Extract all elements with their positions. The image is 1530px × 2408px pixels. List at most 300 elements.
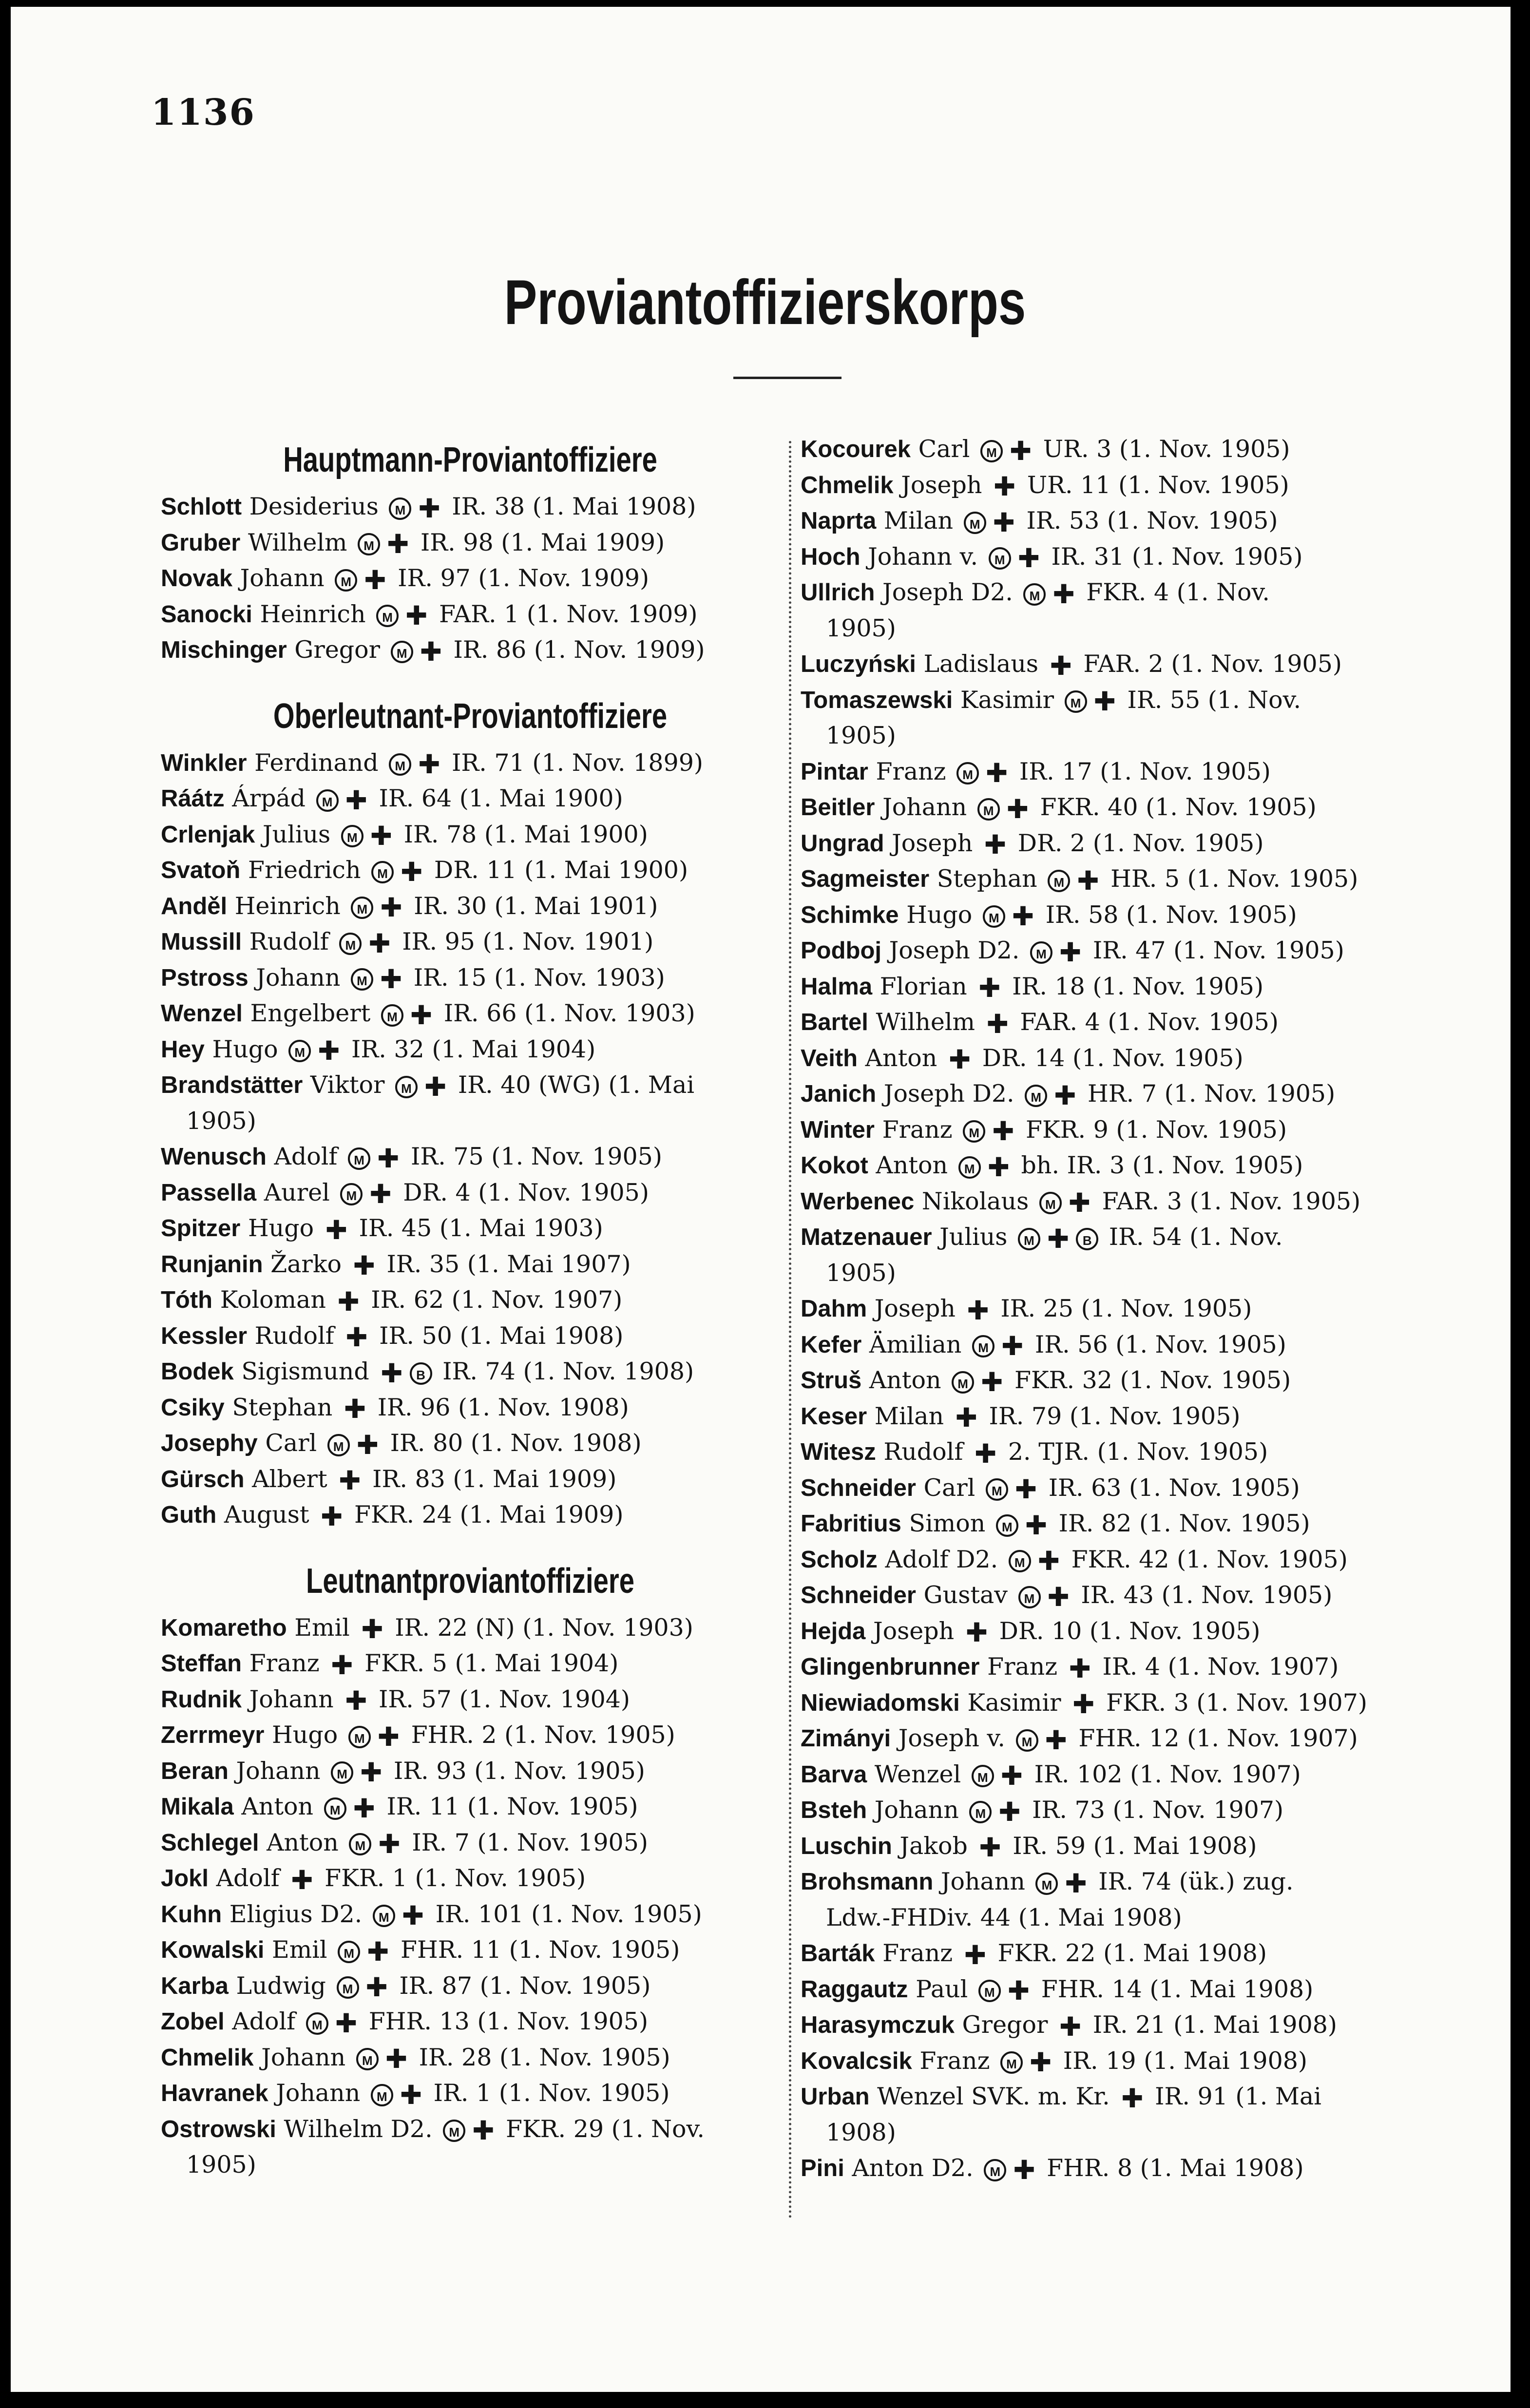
medal-icon: M bbox=[1035, 1873, 1058, 1895]
cross-icon: ✚ bbox=[291, 1864, 313, 1895]
cross-icon: ✚ bbox=[377, 1721, 400, 1752]
officer-given-name: Emil bbox=[287, 1613, 358, 1642]
regiment-date: IR. 96 (1. Nov. 1908) bbox=[370, 1393, 629, 1421]
officer-surname: Steffan bbox=[161, 1650, 242, 1677]
officer-given-name: Hugo bbox=[264, 1721, 345, 1749]
cross-icon: ✚ bbox=[400, 2079, 422, 2110]
cross-icon: ✚ bbox=[410, 999, 433, 1031]
officer-surname: Hejda bbox=[801, 1618, 866, 1644]
regiment-date: FHR. 11 (1. Nov. 1905) bbox=[393, 1936, 680, 1964]
medal-icon: M bbox=[1023, 583, 1046, 606]
medal-icon: M bbox=[964, 512, 986, 534]
officer-surname: Anděl bbox=[161, 893, 228, 919]
officer-entry bbox=[161, 2040, 780, 2076]
officer-entry bbox=[801, 1147, 1424, 1184]
medal-icon: M bbox=[1065, 690, 1087, 713]
regiment-date: IR. 22 (N) (1. Nov. 1903) bbox=[387, 1613, 693, 1642]
regiment-date: IR. 40 (WG) (1. Mai bbox=[450, 1071, 694, 1099]
officer-surname: Dahm bbox=[801, 1296, 867, 1322]
officer-surname: Barták bbox=[801, 1940, 875, 1967]
officer-given-name: Jakob bbox=[892, 1832, 975, 1860]
medal-icon: M bbox=[977, 798, 1000, 821]
cross-icon: ✚ bbox=[401, 856, 423, 887]
regiment-date: FKR. 1 (1. Nov. 1905) bbox=[317, 1864, 586, 1892]
regiment-date: FAR. 4 (1. Nov. 1905) bbox=[1012, 1008, 1279, 1036]
officer-given-name: Hugo bbox=[204, 1035, 286, 1063]
medal-icon: M bbox=[1000, 2051, 1023, 2074]
officer-entry bbox=[161, 1139, 780, 1175]
officer-given-name: Joseph D2. bbox=[881, 936, 1028, 964]
regiment-date: IR. 11 (1. Nov. 1905) bbox=[379, 1793, 638, 1820]
officer-given-name: Adolf bbox=[266, 1143, 345, 1170]
officer-surname: Ráátz bbox=[161, 785, 225, 812]
regiment-date: IR. 75 (1. Nov. 1905) bbox=[403, 1143, 662, 1170]
officer-surname: Spitzer bbox=[161, 1215, 241, 1242]
regiment-date: IR. 38 (1. Mai 1908) bbox=[444, 493, 696, 520]
officer-given-name: Kasimir bbox=[959, 1688, 1069, 1717]
officer-surname: Winkler bbox=[161, 749, 247, 776]
officer-given-name: Johann bbox=[232, 564, 332, 592]
regiment-date: IR. 35 (1. Mai 1907) bbox=[379, 1250, 631, 1278]
officer-given-name: Desiderius bbox=[242, 493, 386, 520]
cross-icon: ✚ bbox=[1121, 2083, 1144, 2114]
officer-given-name: Adolf bbox=[224, 2007, 303, 2035]
cross-icon: ✚ bbox=[1050, 650, 1072, 681]
section-heading: Oberleutnant-Proviantoffiziere bbox=[273, 696, 668, 736]
officer-given-name: Kasimir bbox=[953, 686, 1062, 714]
cross-icon: ✚ bbox=[979, 1832, 1001, 1863]
cross-icon: ✚ bbox=[987, 1151, 1010, 1183]
officer-entry bbox=[801, 1219, 1424, 1255]
officer-surname: Runjanin bbox=[161, 1251, 263, 1278]
medal-icon: M bbox=[324, 1797, 346, 1820]
regiment-date: IR. 17 (1. Nov. 1905) bbox=[1012, 757, 1271, 785]
left-column bbox=[161, 431, 780, 2183]
officer-given-name: Franz bbox=[979, 1653, 1065, 1681]
medal-icon: M bbox=[963, 1120, 985, 1143]
regiment-date: IR. 31 (1. Nov. 1905) bbox=[1043, 542, 1303, 571]
officer-entry bbox=[161, 1717, 780, 1753]
officer-given-name: Joseph D2. bbox=[876, 1080, 1022, 1108]
officer-surname: Kokot bbox=[801, 1152, 868, 1179]
title-rule bbox=[733, 377, 842, 379]
officer-surname: Novak bbox=[161, 565, 233, 592]
medal-icon: M bbox=[1039, 1192, 1062, 1214]
regiment-date: FAR. 3 (1. Nov. 1905) bbox=[1094, 1187, 1361, 1215]
officer-entry bbox=[161, 1896, 780, 1932]
officer-entry bbox=[161, 1968, 780, 2004]
officer-given-name: Wilhelm bbox=[868, 1008, 983, 1036]
regiment-date: IR. 56 (1. Nov. 1905) bbox=[1027, 1330, 1286, 1358]
cross-icon: ✚ bbox=[381, 1357, 403, 1389]
officer-given-name: Franz bbox=[242, 1649, 327, 1677]
officer-given-name: August bbox=[216, 1501, 317, 1529]
cross-icon: ✚ bbox=[986, 758, 1008, 788]
officer-surname: Chmelik bbox=[801, 472, 894, 498]
medal-icon: M bbox=[1016, 1729, 1038, 1752]
medal-icon: M bbox=[978, 1980, 1001, 2002]
entry-continuation: 1908) bbox=[826, 2118, 896, 2146]
officer-surname: Kefer bbox=[801, 1331, 862, 1358]
officer-surname: Podboj bbox=[801, 937, 882, 964]
page-number: 1136 bbox=[151, 92, 255, 134]
officer-given-name: Žarko bbox=[263, 1250, 349, 1278]
officer-entry bbox=[161, 1497, 780, 1533]
officer-surname: Urban bbox=[801, 2083, 870, 2110]
officer-surname: Harasymczuk bbox=[801, 2012, 955, 2038]
medal-icon: M bbox=[1009, 1550, 1031, 1572]
medal-icon: M bbox=[358, 533, 380, 555]
officer-given-name: Johann v. bbox=[860, 542, 986, 571]
regiment-date: DR. 4 (1. Nov. 1905) bbox=[395, 1178, 649, 1206]
officer-surname: Zobel bbox=[161, 2008, 225, 2035]
cross-icon: ✚ bbox=[331, 1649, 353, 1681]
officer-entry bbox=[161, 781, 780, 817]
officer-surname: Svatoň bbox=[161, 857, 241, 883]
cross-icon: ✚ bbox=[1001, 1331, 1024, 1361]
officer-entry bbox=[801, 646, 1424, 682]
officer-surname: Halma bbox=[801, 973, 873, 1000]
medal-icon: M bbox=[348, 1726, 371, 1748]
regiment-date: DR. 11 (1. Mai 1900) bbox=[426, 856, 688, 884]
cross-icon: ✚ bbox=[975, 1438, 997, 1469]
medal-icon: M bbox=[972, 1335, 994, 1357]
officer-entry bbox=[801, 1040, 1424, 1076]
officer-entry bbox=[161, 1825, 780, 1861]
medal-icon: M bbox=[983, 905, 1005, 928]
officer-given-name: Johann bbox=[248, 963, 348, 992]
officer-surname: Bartel bbox=[801, 1009, 868, 1035]
regiment-date: 2. TJR. (1. Nov. 1905) bbox=[1000, 1438, 1268, 1466]
medal-icon: M bbox=[348, 1147, 370, 1170]
officer-entry bbox=[161, 1860, 780, 1896]
medal-icon: M bbox=[316, 789, 339, 812]
officer-given-name: Stephan bbox=[224, 1393, 340, 1421]
badge-icon: B bbox=[410, 1362, 432, 1385]
officer-surname: Zerrmeyr bbox=[161, 1722, 265, 1748]
officer-given-name: Joseph bbox=[865, 1617, 962, 1645]
medal-icon: M bbox=[1048, 870, 1070, 892]
officer-entry bbox=[161, 745, 780, 781]
officer-given-name: Wenzel bbox=[867, 1760, 969, 1788]
officer-entry bbox=[801, 1577, 1424, 1613]
cross-icon: ✚ bbox=[1013, 2154, 1035, 2185]
officer-given-name: Rudolf bbox=[242, 928, 337, 956]
regiment-date: UR. 11 (1. Nov. 1905) bbox=[1019, 471, 1289, 499]
officer-surname: Barva bbox=[801, 1761, 867, 1788]
regiment-date: IR. 102 (1. Nov. 1907) bbox=[1027, 1760, 1301, 1788]
officer-surname: Csiky bbox=[161, 1394, 225, 1421]
cross-icon: ✚ bbox=[370, 821, 393, 851]
officer-entry bbox=[161, 1789, 780, 1825]
officer-surname: Keser bbox=[801, 1403, 867, 1430]
officer-entry bbox=[801, 969, 1424, 1005]
medal-icon: M bbox=[395, 1076, 418, 1098]
medal-icon: M bbox=[1030, 941, 1052, 964]
regiment-date: FHR. 14 (1. Mai 1908) bbox=[1033, 1975, 1314, 2003]
officer-surname: Kessler bbox=[161, 1322, 248, 1349]
cross-icon: ✚ bbox=[1047, 1223, 1070, 1254]
officer-entry bbox=[161, 995, 780, 1032]
medal-icon: M bbox=[952, 1371, 974, 1394]
officer-given-name: Albert bbox=[244, 1465, 335, 1493]
regiment-date: IR. 15 (1. Nov. 1903) bbox=[406, 963, 665, 992]
officer-surname: Kocourek bbox=[801, 436, 911, 462]
cross-icon: ✚ bbox=[337, 1286, 360, 1317]
officer-given-name: Simon bbox=[901, 1510, 993, 1537]
medal-icon: M bbox=[339, 933, 362, 955]
cross-icon: ✚ bbox=[965, 1617, 988, 1648]
medal-icon: M bbox=[341, 825, 363, 847]
officer-surname: Raggautz bbox=[801, 1976, 908, 2003]
officer-surname: Gruber bbox=[161, 529, 241, 556]
officer-given-name: Joseph bbox=[884, 829, 980, 857]
officer-surname: Sagmeister bbox=[801, 866, 930, 892]
officer-surname: Jokl bbox=[161, 1865, 209, 1892]
officer-entry bbox=[161, 1175, 780, 1211]
regiment-date: DR. 10 (1. Nov. 1905) bbox=[992, 1617, 1261, 1645]
section-heading: Hauptmann-Proviantoffiziere bbox=[283, 440, 657, 479]
regiment-date: IR. 86 (1. Nov. 1909) bbox=[445, 636, 705, 664]
officer-given-name: Heinrich bbox=[227, 892, 348, 920]
officer-given-name: Florian bbox=[872, 972, 975, 1000]
officer-entry bbox=[161, 560, 780, 596]
medal-icon: M bbox=[327, 1434, 350, 1456]
officer-entry bbox=[161, 1610, 780, 1646]
regiment-date: HR. 5 (1. Nov. 1905) bbox=[1103, 865, 1358, 893]
officer-given-name: Joseph bbox=[893, 471, 990, 499]
officer-surname: Crlenjak bbox=[161, 821, 255, 848]
officer-entry bbox=[801, 682, 1424, 718]
officer-surname: Passella bbox=[161, 1179, 257, 1206]
officer-entry bbox=[161, 1932, 780, 1968]
officer-entry bbox=[801, 1613, 1424, 1649]
officer-entry bbox=[801, 1076, 1424, 1112]
officer-entry bbox=[161, 2111, 780, 2147]
officer-surname: Brandstätter bbox=[161, 1072, 303, 1098]
regiment-date: IR. 83 (1. Mai 1909) bbox=[364, 1465, 617, 1493]
cross-icon: ✚ bbox=[994, 471, 1016, 502]
regiment-date: IR. 101 (1. Nov. 1905) bbox=[428, 1900, 702, 1928]
officer-surname: Guth bbox=[161, 1502, 217, 1528]
officer-entry bbox=[801, 825, 1424, 861]
cross-icon: ✚ bbox=[472, 2115, 495, 2146]
officer-entry bbox=[801, 1971, 1424, 2007]
officer-entry bbox=[801, 1720, 1424, 1757]
officer-given-name: Franz bbox=[875, 1939, 960, 1967]
cross-icon: ✚ bbox=[345, 1322, 368, 1353]
regiment-date: IR. 98 (1. Mai 1909) bbox=[413, 528, 665, 556]
officer-entry bbox=[801, 861, 1424, 897]
regiment-date: DR. 2 (1. Nov. 1905) bbox=[1010, 829, 1264, 857]
regiment-date: IR. 47 (1. Nov. 1905) bbox=[1085, 936, 1344, 964]
officer-surname: Wenusch bbox=[161, 1144, 267, 1170]
officer-entry bbox=[801, 1184, 1424, 1220]
officer-given-name: Franz bbox=[875, 1115, 960, 1144]
officer-given-name: Engelbert bbox=[242, 999, 378, 1027]
regiment-date: IR. 7 (1. Nov. 1905) bbox=[404, 1828, 649, 1856]
cross-icon: ✚ bbox=[325, 1214, 347, 1245]
cross-icon: ✚ bbox=[1077, 865, 1099, 896]
cross-icon: ✚ bbox=[1054, 1080, 1076, 1111]
officer-surname: Josephy bbox=[161, 1430, 258, 1456]
officer-given-name: Friedrich bbox=[240, 856, 369, 884]
officer-given-name: Milan bbox=[867, 1402, 952, 1430]
officer-given-name: Emil bbox=[264, 1936, 335, 1964]
cross-icon: ✚ bbox=[992, 1116, 1014, 1147]
regiment-date: IR. 71 (1. Nov. 1899) bbox=[444, 748, 704, 777]
medal-icon: M bbox=[351, 968, 373, 991]
regiment-date: FAR. 1 (1. Nov. 1909) bbox=[431, 600, 698, 628]
cross-icon: ✚ bbox=[424, 1071, 447, 1102]
officer-surname: Mussill bbox=[161, 929, 242, 955]
entry-continuation: 1905) bbox=[826, 722, 896, 749]
officer-given-name: Wenzel SVK. m. Kr. bbox=[869, 2083, 1118, 2110]
section-spacer bbox=[161, 1533, 780, 1552]
regiment-date: IR. 82 (1. Nov. 1905) bbox=[1051, 1510, 1310, 1537]
regiment-date: IR. 79 (1. Nov. 1905) bbox=[981, 1402, 1241, 1430]
regiment-date: DR. 14 (1. Nov. 1905) bbox=[975, 1044, 1243, 1072]
officer-surname: Matzenauer bbox=[801, 1224, 932, 1250]
officer-given-name: Johann bbox=[268, 2079, 368, 2107]
medal-icon: M bbox=[356, 2048, 379, 2070]
cross-icon: ✚ bbox=[955, 1402, 977, 1433]
officer-given-name: Milan bbox=[876, 507, 961, 535]
officer-given-name: Franz bbox=[912, 2046, 997, 2075]
cross-icon: ✚ bbox=[405, 600, 428, 631]
officer-surname: Ullrich bbox=[801, 579, 875, 606]
officer-entry bbox=[161, 1682, 780, 1718]
officer-surname: Pintar bbox=[801, 758, 868, 785]
officer-surname: Kowalski bbox=[161, 1937, 265, 1963]
officer-surname: Naprta bbox=[801, 508, 877, 534]
officer-given-name: Ämilian bbox=[861, 1330, 970, 1358]
medal-icon: M bbox=[1025, 1085, 1047, 1107]
cross-icon: ✚ bbox=[365, 1972, 388, 2003]
officer-entry bbox=[801, 2079, 1424, 2115]
officer-surname: Ostrowski bbox=[161, 2116, 276, 2142]
entry-continuation: 1905) bbox=[186, 2151, 256, 2179]
officer-entry bbox=[801, 1291, 1424, 1327]
officer-given-name: Johann bbox=[228, 1757, 328, 1785]
officer-entry bbox=[801, 1828, 1424, 1864]
medal-icon: M bbox=[956, 762, 979, 784]
medal-icon: M bbox=[989, 547, 1011, 570]
officer-given-name: Carl bbox=[916, 1473, 983, 1502]
regiment-date: FKR. 4 (1. Nov. bbox=[1078, 578, 1270, 606]
cross-icon: ✚ bbox=[1068, 1187, 1091, 1218]
cross-icon: ✚ bbox=[984, 829, 1007, 860]
officer-surname: Bodek bbox=[161, 1358, 234, 1385]
medal-icon: M bbox=[980, 440, 1003, 462]
regiment-date: FHR. 8 (1. Mai 1908) bbox=[1039, 2154, 1304, 2182]
officer-given-name: Anton D2. bbox=[844, 2154, 981, 2182]
regiment-date: FKR. 29 (1. Nov. bbox=[498, 2115, 705, 2143]
regiment-date: FKR. 3 (1. Nov. 1907) bbox=[1098, 1688, 1368, 1717]
cross-icon: ✚ bbox=[418, 493, 440, 524]
officer-given-name: Johann bbox=[253, 2043, 353, 2071]
officer-given-name: Wilhelm D2. bbox=[276, 2115, 440, 2143]
medal-icon: M bbox=[972, 1765, 994, 1787]
officer-surname: Witesz bbox=[801, 1439, 876, 1465]
officer-given-name: Joseph bbox=[867, 1295, 963, 1322]
cross-icon: ✚ bbox=[353, 1793, 375, 1824]
officer-given-name: Johann bbox=[242, 1685, 342, 1713]
cross-icon: ✚ bbox=[1006, 793, 1029, 824]
medal-icon: M bbox=[371, 2084, 393, 2106]
officer-surname: Schneider bbox=[801, 1582, 916, 1608]
officer-surname: Luczyński bbox=[801, 651, 916, 677]
officer-surname: Janich bbox=[801, 1081, 877, 1107]
officer-surname: Schneider bbox=[801, 1474, 916, 1501]
cross-icon: ✚ bbox=[1069, 1653, 1091, 1684]
regiment-date: FHR. 2 (1. Nov. 1905) bbox=[403, 1721, 675, 1749]
cross-icon: ✚ bbox=[387, 529, 409, 559]
officer-given-name: Anton bbox=[259, 1828, 346, 1856]
officer-entry bbox=[801, 2150, 1424, 2186]
officer-entry bbox=[161, 852, 780, 888]
regiment-date: IR. 95 (1. Nov. 1901) bbox=[394, 928, 654, 956]
cross-icon: ✚ bbox=[1000, 1760, 1023, 1791]
regiment-date: IR. 21 (1. Mai 1908) bbox=[1085, 2011, 1338, 2039]
officer-entry bbox=[801, 1398, 1424, 1434]
officer-given-name: Johann bbox=[875, 793, 975, 821]
regiment-date: IR. 58 (1. Nov. 1905) bbox=[1038, 900, 1297, 929]
officer-given-name: Aurel bbox=[256, 1178, 338, 1206]
officer-given-name: Paul bbox=[908, 1975, 975, 2003]
officer-given-name: Anton bbox=[868, 1151, 956, 1179]
regiment-date: IR. 1 (1. Nov. 1905) bbox=[426, 2079, 670, 2107]
officer-entry bbox=[801, 539, 1424, 575]
cross-icon: ✚ bbox=[981, 1366, 1003, 1397]
officer-surname: Niewiadomski bbox=[801, 1689, 960, 1716]
regiment-date: FHR. 13 (1. Nov. 1905) bbox=[361, 2007, 649, 2035]
officer-surname: Hey bbox=[161, 1036, 205, 1063]
officer-entry bbox=[801, 933, 1424, 969]
cross-icon: ✚ bbox=[1029, 2047, 1052, 2078]
officer-given-name: Anton bbox=[858, 1044, 945, 1072]
cross-icon: ✚ bbox=[948, 1044, 971, 1075]
cross-icon: ✚ bbox=[321, 1501, 343, 1532]
regiment-date: IR. 4 (1. Nov. 1907) bbox=[1094, 1653, 1339, 1681]
officer-given-name: Viktor bbox=[303, 1071, 393, 1099]
officer-given-name: Nikolaus bbox=[914, 1187, 1036, 1215]
officer-surname: Veith bbox=[801, 1045, 858, 1071]
officer-entry bbox=[801, 1792, 1424, 1828]
officer-surname: Brohsmann bbox=[801, 1869, 934, 1895]
cross-icon: ✚ bbox=[1072, 1689, 1095, 1720]
officer-entry bbox=[161, 1461, 780, 1497]
officer-given-name: Adolf D2. bbox=[877, 1545, 1006, 1573]
regiment-date: FHR. 12 (1. Nov. 1907) bbox=[1071, 1724, 1358, 1752]
cross-icon: ✚ bbox=[360, 1757, 382, 1788]
cross-icon: ✚ bbox=[1047, 1581, 1070, 1612]
officer-surname: Mikala bbox=[161, 1794, 234, 1820]
regiment-date: IR. 80 (1. Nov. 1908) bbox=[382, 1429, 642, 1457]
officer-entry bbox=[801, 503, 1424, 539]
regiment-date: IR. 30 (1. Mai 1901) bbox=[406, 892, 658, 920]
officer-given-name: Ferdinand bbox=[247, 748, 386, 777]
regiment-date: IR. 32 (1. Mai 1904) bbox=[344, 1035, 596, 1063]
officer-entry bbox=[161, 1753, 780, 1789]
officer-given-name: Sigismund bbox=[233, 1357, 377, 1385]
officer-entry bbox=[801, 431, 1424, 467]
officer-surname: Pini bbox=[801, 2155, 844, 2181]
medal-icon: M bbox=[373, 1905, 395, 1927]
medal-icon: M bbox=[391, 641, 413, 663]
cross-icon: ✚ bbox=[998, 1796, 1021, 1827]
officer-surname: Zimányi bbox=[801, 1725, 891, 1752]
